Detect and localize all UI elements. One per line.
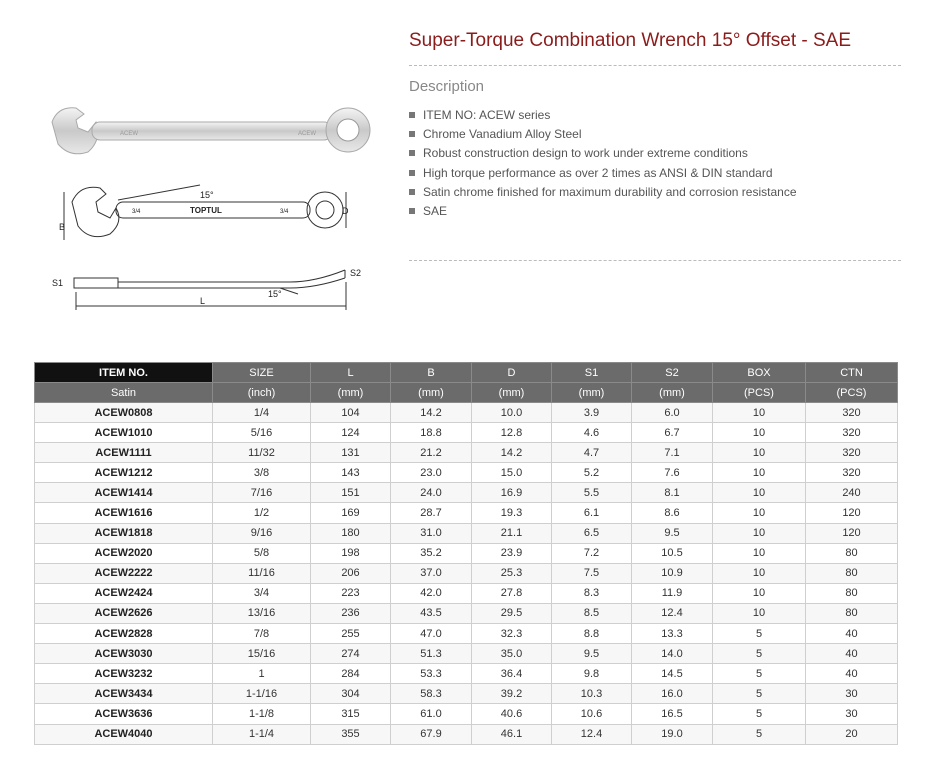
table-cell: 30 xyxy=(806,704,898,724)
table-cell: 120 xyxy=(806,523,898,543)
column-header: CTN xyxy=(806,363,898,383)
table-cell: 10 xyxy=(713,443,806,463)
table-cell: 12.4 xyxy=(552,724,632,744)
item-number-cell: ACEW3434 xyxy=(35,684,213,704)
column-unit: (mm) xyxy=(472,383,552,403)
spec-table xyxy=(34,362,898,745)
table-cell: 10 xyxy=(713,503,806,523)
table-cell: 240 xyxy=(806,483,898,503)
table-cell: 223 xyxy=(311,583,391,603)
table-cell: 14.0 xyxy=(632,644,713,664)
table-cell: 14.2 xyxy=(472,443,552,463)
table-cell: 315 xyxy=(311,704,391,724)
item-number-cell: ACEW2222 xyxy=(35,563,213,583)
table-cell: 10 xyxy=(713,603,806,623)
table-cell: 32.3 xyxy=(472,624,552,644)
table-cell: 5 xyxy=(713,724,806,744)
table-cell: 180 xyxy=(311,523,391,543)
diagram-label-s2: S2 xyxy=(350,268,362,278)
table-cell: 120 xyxy=(806,503,898,523)
table-cell: 10.6 xyxy=(552,704,632,724)
table-cell: 16.0 xyxy=(632,684,713,704)
table-cell: 10.9 xyxy=(632,563,713,583)
table-cell: 5 xyxy=(713,624,806,644)
feature-item xyxy=(409,204,797,223)
table-cell: 80 xyxy=(806,583,898,603)
table-row xyxy=(35,624,898,644)
wrench-side-drawing xyxy=(74,270,346,310)
table-cell: 7.6 xyxy=(632,463,713,483)
table-cell: 35.2 xyxy=(391,543,472,563)
table-cell: 37.0 xyxy=(391,563,472,583)
item-number-cell: ACEW1616 xyxy=(35,503,213,523)
table-cell: 8.1 xyxy=(632,483,713,503)
item-number-cell: ACEW1818 xyxy=(35,523,213,543)
table-cell: 10 xyxy=(713,543,806,563)
table-cell: 61.0 xyxy=(391,704,472,724)
bullet-icon xyxy=(409,131,415,137)
divider xyxy=(409,65,901,66)
bullet-icon xyxy=(409,112,415,118)
table-cell: 4.7 xyxy=(552,443,632,463)
item-number-cell: ACEW3636 xyxy=(35,704,213,724)
item-number-cell: ACEW2828 xyxy=(35,624,213,644)
table-row xyxy=(35,543,898,563)
table-cell: 6.0 xyxy=(632,403,713,423)
column-header: S1 xyxy=(552,363,632,383)
feature-text: Satin chrome finished for maximum durability and corrosion resistance xyxy=(423,184,797,199)
table-cell: 80 xyxy=(806,603,898,623)
column-header: SIZE xyxy=(213,363,311,383)
table-cell: 6.7 xyxy=(632,423,713,443)
table-cell: 7.2 xyxy=(552,543,632,563)
table-cell: 104 xyxy=(311,403,391,423)
table-cell: 21.2 xyxy=(391,443,472,463)
table-cell: 5 xyxy=(713,664,806,684)
table-cell: 11/32 xyxy=(213,443,311,463)
table-cell: 1 xyxy=(213,664,311,684)
table-cell: 5.5 xyxy=(552,483,632,503)
table-row xyxy=(35,563,898,583)
divider xyxy=(409,260,901,261)
table-cell: 10.5 xyxy=(632,543,713,563)
column-unit: (mm) xyxy=(632,383,713,403)
item-number-cell: ACEW3232 xyxy=(35,664,213,684)
table-cell: 6.5 xyxy=(552,523,632,543)
table-cell: 39.2 xyxy=(472,684,552,704)
table-row xyxy=(35,684,898,704)
table-cell: 1/4 xyxy=(213,403,311,423)
table-cell: 1-1/16 xyxy=(213,684,311,704)
table-cell: 206 xyxy=(311,563,391,583)
table-row xyxy=(35,583,898,603)
table-cell: 58.3 xyxy=(391,684,472,704)
column-unit: (PCS) xyxy=(806,383,898,403)
table-cell: 29.5 xyxy=(472,603,552,623)
table-header-row xyxy=(35,363,898,383)
table-cell: 40.6 xyxy=(472,704,552,724)
table-cell: 10 xyxy=(713,483,806,503)
column-header: S2 xyxy=(632,363,713,383)
table-cell: 7.5 xyxy=(552,563,632,583)
table-cell: 320 xyxy=(806,463,898,483)
table-cell: 1/2 xyxy=(213,503,311,523)
feature-text: SAE xyxy=(423,203,448,218)
diagram-label-d: D xyxy=(342,206,349,216)
table-cell: 198 xyxy=(311,543,391,563)
table-cell: 14.2 xyxy=(391,403,472,423)
diagram-angle-top: 15° xyxy=(200,190,214,200)
column-header: D xyxy=(472,363,552,383)
column-unit: (mm) xyxy=(552,383,632,403)
column-header: L xyxy=(311,363,391,383)
diagram-angle-side: 15° xyxy=(268,289,282,299)
table-cell: 10 xyxy=(713,423,806,443)
feature-item xyxy=(409,166,797,185)
table-cell: 143 xyxy=(311,463,391,483)
product-title: Super-Torque Combination Wrench 15° Offset - SAE xyxy=(409,30,852,51)
table-row xyxy=(35,483,898,503)
table-cell: 7/8 xyxy=(213,624,311,644)
table-cell: 1-1/8 xyxy=(213,704,311,724)
table-cell: 19.3 xyxy=(472,503,552,523)
table-cell: 30 xyxy=(806,684,898,704)
table-cell: 5 xyxy=(713,684,806,704)
column-unit: Satin xyxy=(35,383,213,403)
table-cell: 14.5 xyxy=(632,664,713,684)
product-image xyxy=(40,92,380,317)
table-row xyxy=(35,644,898,664)
column-header: B xyxy=(391,363,472,383)
diagram-label-s1: S1 xyxy=(52,278,64,288)
table-cell: 320 xyxy=(806,443,898,463)
table-cell: 10 xyxy=(713,583,806,603)
feature-item xyxy=(409,108,797,127)
table-cell: 31.0 xyxy=(391,523,472,543)
item-number-cell: ACEW3030 xyxy=(35,644,213,664)
table-cell: 12.4 xyxy=(632,603,713,623)
table-row xyxy=(35,603,898,623)
table-row xyxy=(35,523,898,543)
table-cell: 11.9 xyxy=(632,583,713,603)
table-cell: 27.8 xyxy=(472,583,552,603)
item-number-cell: ACEW2626 xyxy=(35,603,213,623)
table-cell: 8.5 xyxy=(552,603,632,623)
table-cell: 320 xyxy=(806,423,898,443)
table-cell: 8.3 xyxy=(552,583,632,603)
feature-text: High torque performance as over 2 times as ANSI & DIN standard xyxy=(423,165,773,180)
table-cell: 9.8 xyxy=(552,664,632,684)
table-cell: 3/8 xyxy=(213,463,311,483)
item-number-cell: ACEW0808 xyxy=(35,403,213,423)
table-cell: 15/16 xyxy=(213,644,311,664)
feature-item xyxy=(409,127,797,146)
table-cell: 9/16 xyxy=(213,523,311,543)
diagram-label-l: L xyxy=(200,296,206,306)
diagram-size-mark-left: 3/4 xyxy=(132,209,141,215)
feature-item xyxy=(409,185,797,204)
table-cell: 20 xyxy=(806,724,898,744)
table-cell: 236 xyxy=(311,603,391,623)
table-subheader-row xyxy=(35,383,898,403)
table-cell: 46.1 xyxy=(472,724,552,744)
table-cell: 42.0 xyxy=(391,583,472,603)
item-number-cell: ACEW2424 xyxy=(35,583,213,603)
table-cell: 40 xyxy=(806,624,898,644)
table-row xyxy=(35,443,898,463)
feature-text: Robust construction design to work under extreme conditions xyxy=(423,146,748,161)
diagram-size-mark-right: 3/4 xyxy=(280,209,289,215)
feature-text: Chrome Vanadium Alloy Steel xyxy=(423,127,582,142)
table-cell: 355 xyxy=(311,724,391,744)
table-cell: 5/16 xyxy=(213,423,311,443)
item-number-cell: ACEW1010 xyxy=(35,423,213,443)
table-row xyxy=(35,463,898,483)
table-cell: 67.9 xyxy=(391,724,472,744)
diagram-brand: TOPTUL xyxy=(190,206,222,215)
table-cell: 10.3 xyxy=(552,684,632,704)
table-cell: 8.6 xyxy=(632,503,713,523)
table-cell: 5.2 xyxy=(552,463,632,483)
item-number-cell: ACEW2020 xyxy=(35,543,213,563)
table-cell: 25.3 xyxy=(472,563,552,583)
table-cell: 169 xyxy=(311,503,391,523)
table-row xyxy=(35,503,898,523)
table-cell: 5 xyxy=(713,644,806,664)
table-row xyxy=(35,423,898,443)
table-cell: 40 xyxy=(806,664,898,684)
table-cell: 47.0 xyxy=(391,624,472,644)
feature-text: ITEM NO: ACEW series xyxy=(423,108,551,122)
table-cell: 9.5 xyxy=(632,523,713,543)
table-cell: 23.0 xyxy=(391,463,472,483)
diagram-label-b: B xyxy=(59,222,66,232)
table-cell: 1-1/4 xyxy=(213,724,311,744)
table-cell: 24.0 xyxy=(391,483,472,503)
table-cell: 5 xyxy=(713,704,806,724)
table-cell: 320 xyxy=(806,403,898,423)
table-cell: 16.5 xyxy=(632,704,713,724)
table-cell: 131 xyxy=(311,443,391,463)
svg-text:ACEW: ACEW xyxy=(120,131,138,137)
svg-text:ACEW: ACEW xyxy=(298,131,316,137)
table-cell: 13/16 xyxy=(213,603,311,623)
table-cell: 255 xyxy=(311,624,391,644)
column-unit: (inch) xyxy=(213,383,311,403)
table-row xyxy=(35,724,898,744)
item-number-cell: ACEW4040 xyxy=(35,724,213,744)
table-cell: 40 xyxy=(806,644,898,664)
item-number-cell: ACEW1212 xyxy=(35,463,213,483)
table-cell: 304 xyxy=(311,684,391,704)
table-cell: 8.8 xyxy=(552,624,632,644)
table-cell: 3/4 xyxy=(213,583,311,603)
table-cell: 35.0 xyxy=(472,644,552,664)
table-cell: 7/16 xyxy=(213,483,311,503)
feature-item xyxy=(409,146,797,165)
table-cell: 15.0 xyxy=(472,463,552,483)
table-cell: 151 xyxy=(311,483,391,503)
table-row xyxy=(35,403,898,423)
table-cell: 274 xyxy=(311,644,391,664)
table-row xyxy=(35,704,898,724)
table-cell: 4.6 xyxy=(552,423,632,443)
table-cell: 11/16 xyxy=(213,563,311,583)
bullet-icon xyxy=(409,150,415,156)
table-cell: 3.9 xyxy=(552,403,632,423)
table-cell: 16.9 xyxy=(472,483,552,503)
table-cell: 10 xyxy=(713,403,806,423)
table-cell: 51.3 xyxy=(391,644,472,664)
table-body xyxy=(35,403,898,745)
table-cell: 23.9 xyxy=(472,543,552,563)
table-cell: 10 xyxy=(713,463,806,483)
table-cell: 12.8 xyxy=(472,423,552,443)
column-unit: (PCS) xyxy=(713,383,806,403)
table-cell: 80 xyxy=(806,563,898,583)
table-cell: 21.1 xyxy=(472,523,552,543)
table-cell: 80 xyxy=(806,543,898,563)
bullet-icon xyxy=(409,189,415,195)
table-cell: 124 xyxy=(311,423,391,443)
table-cell: 28.7 xyxy=(391,503,472,523)
table-cell: 284 xyxy=(311,664,391,684)
column-unit: (mm) xyxy=(311,383,391,403)
item-number-cell: ACEW1414 xyxy=(35,483,213,503)
table-cell: 10 xyxy=(713,523,806,543)
table-cell: 19.0 xyxy=(632,724,713,744)
column-unit: (mm) xyxy=(391,383,472,403)
bullet-icon xyxy=(409,208,415,214)
table-cell: 9.5 xyxy=(552,644,632,664)
column-header: ITEM NO. xyxy=(35,363,213,383)
description-heading: Description xyxy=(409,78,485,95)
table-cell: 10 xyxy=(713,563,806,583)
bullet-icon xyxy=(409,170,415,176)
table-cell: 36.4 xyxy=(472,664,552,684)
wrench-photo xyxy=(52,108,370,154)
feature-list xyxy=(409,108,797,223)
table-cell: 43.5 xyxy=(391,603,472,623)
table-cell: 7.1 xyxy=(632,443,713,463)
item-number-cell: ACEW1111 xyxy=(35,443,213,463)
table-row xyxy=(35,664,898,684)
table-cell: 13.3 xyxy=(632,624,713,644)
table-cell: 6.1 xyxy=(552,503,632,523)
table-cell: 5/8 xyxy=(213,543,311,563)
table-cell: 10.0 xyxy=(472,403,552,423)
table-cell: 53.3 xyxy=(391,664,472,684)
table-cell: 18.8 xyxy=(391,423,472,443)
column-header: BOX xyxy=(713,363,806,383)
